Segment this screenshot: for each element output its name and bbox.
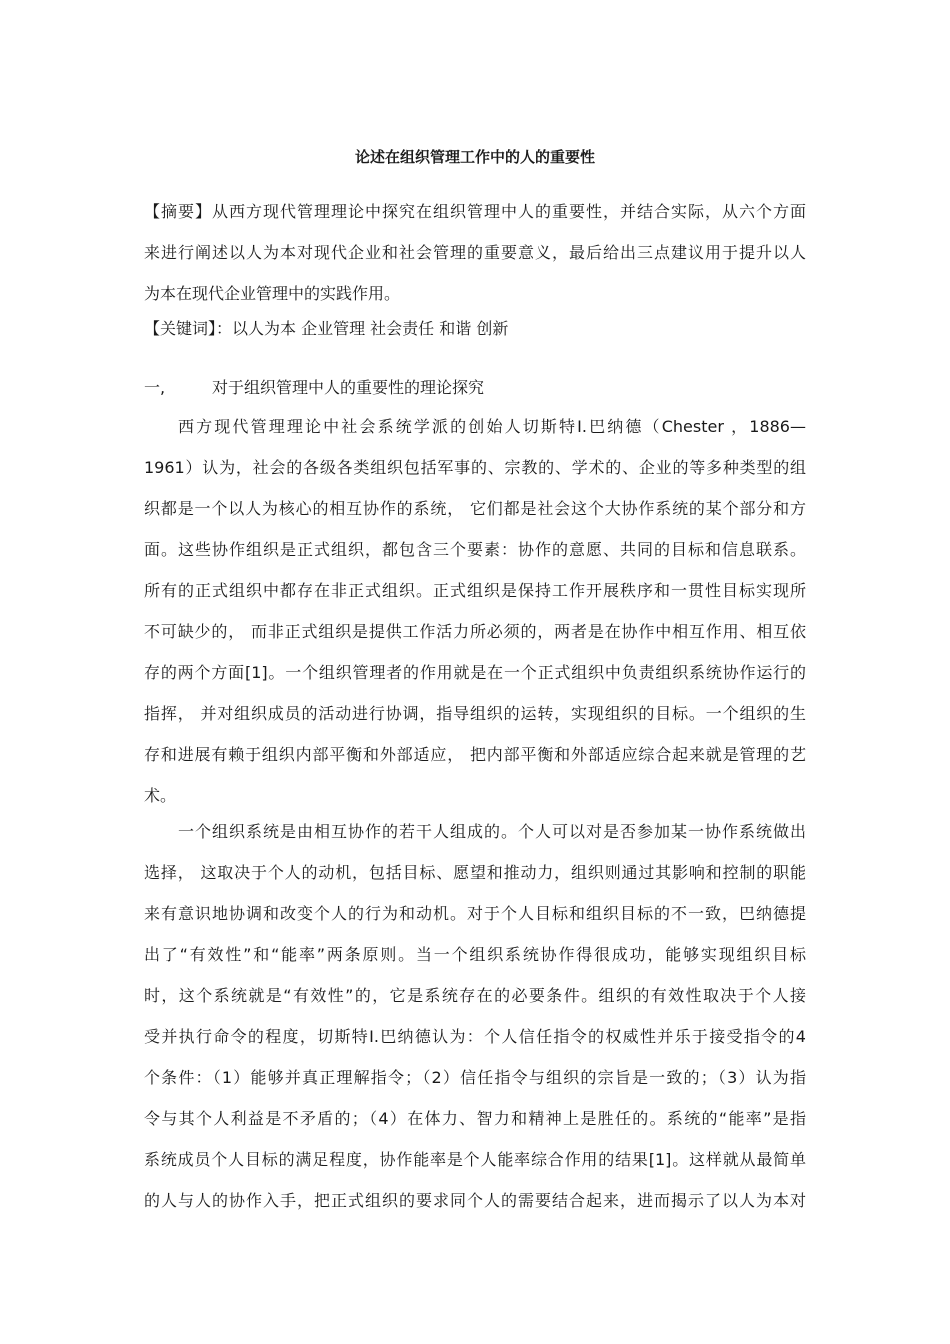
paragraph-line: 面。这些协作组织是正式组织，都包含三个要素：协作的意愿、共同的目标和信息联系。 — [144, 540, 806, 559]
paragraph-line: 令与其个人利益是不矛盾的；（4）在体力、智力和精神上是胜任的。系统的“能率”是指 — [144, 1109, 806, 1128]
paragraph-line: 受并执行命令的程度，切斯特I.巴纳德认为：个人信任指令的权威性并乐于接受指令的4 — [144, 1027, 806, 1046]
paragraph-line: 一个组织系统是由相互协作的若干人组成的。个人可以对是否参加某一协作系统做出 — [178, 822, 806, 841]
keywords-line: 【关键词】：以人为本 企业管理 社会责任 和谐 创新 — [144, 319, 509, 338]
paragraph-line: 西方现代管理理论中社会系统学派的创始人切斯特I.巴纳德（Chester ，1886— — [178, 417, 806, 436]
paragraph-line: 1961）认为，社会的各级各类组织包括军事的、宗教的、学术的、企业的等多种类型的组 — [144, 458, 806, 477]
paragraph-line: 系统成员个人目标的满足程度，协作能率是个人能率综合作用的结果[1]。这样就从最简单 — [144, 1150, 806, 1169]
paragraph-line: 个条件：（1）能够并真正理解指令；（2）信任指令与组织的宗旨是一致的；（3）认为指 — [144, 1068, 806, 1087]
paragraph-line: 的人与人的协作入手，把正式组织的要求同个人的需要结合起来，进而揭示了以人为本对 — [144, 1191, 806, 1210]
abstract-line: 为本在现代企业管理中的实践作用。 — [144, 284, 401, 303]
paragraph-line: 选择， 这取决于个人的动机，包括目标、愿望和推动力，组织则通过其影响和控制的职能 — [144, 863, 806, 882]
paragraph-line: 来有意识地协调和改变个人的行为和动机。对于个人目标和组织目标的不一致，巴纳德提 — [144, 904, 806, 923]
paragraph-line: 出了“有效性”和“能率”两条原则。当一个组织系统协作得很成功，能够实现组织目标 — [144, 945, 806, 964]
document-title: 论述在组织管理工作中的人的重要性 — [354, 148, 595, 166]
abstract-line: 【摘要】从西方现代管理理论中探究在组织管理中人的重要性，并结合实际，从六个方面 — [144, 202, 806, 221]
paragraph-line: 存和进展有赖于组织内部平衡和外部适应， 把内部平衡和外部适应综合起来就是管理的艺 — [144, 745, 806, 764]
paragraph-line: 指挥， 并对组织成员的活动进行协调，指导组织的运转，实现组织的目标。一个组织的生 — [144, 704, 806, 723]
section-heading: 对于组织管理中人的重要性的理论探究 — [212, 378, 485, 397]
paragraph-line: 织都是一个以人为核心的相互协作的系统， 它们都是社会这个大协作系统的某个部分和方 — [144, 499, 806, 518]
paragraph-line: 时，这个系统就是“有效性”的，它是系统存在的必要条件。组织的有效性取决于个人接 — [144, 986, 806, 1005]
abstract-line: 来进行阐述以人为本对现代企业和社会管理的重要意义，最后给出三点建议用于提升以人 — [144, 243, 806, 262]
paragraph-line: 所有的正式组织中都存在非正式组织。正式组织是保持工作开展秩序和一贯性目标实现所 — [144, 581, 806, 600]
paragraph-line: 不可缺少的， 而非正式组织是提供工作活力所必须的，两者是在协作中相互作用、相互依 — [144, 622, 806, 641]
section-number: 一, — [144, 378, 166, 397]
paragraph-line: 术。 — [144, 786, 177, 805]
paragraph-line: 存的两个方面[1]。一个组织管理者的作用就是在一个正式组织中负责组织系统协作运行的 — [144, 663, 806, 682]
